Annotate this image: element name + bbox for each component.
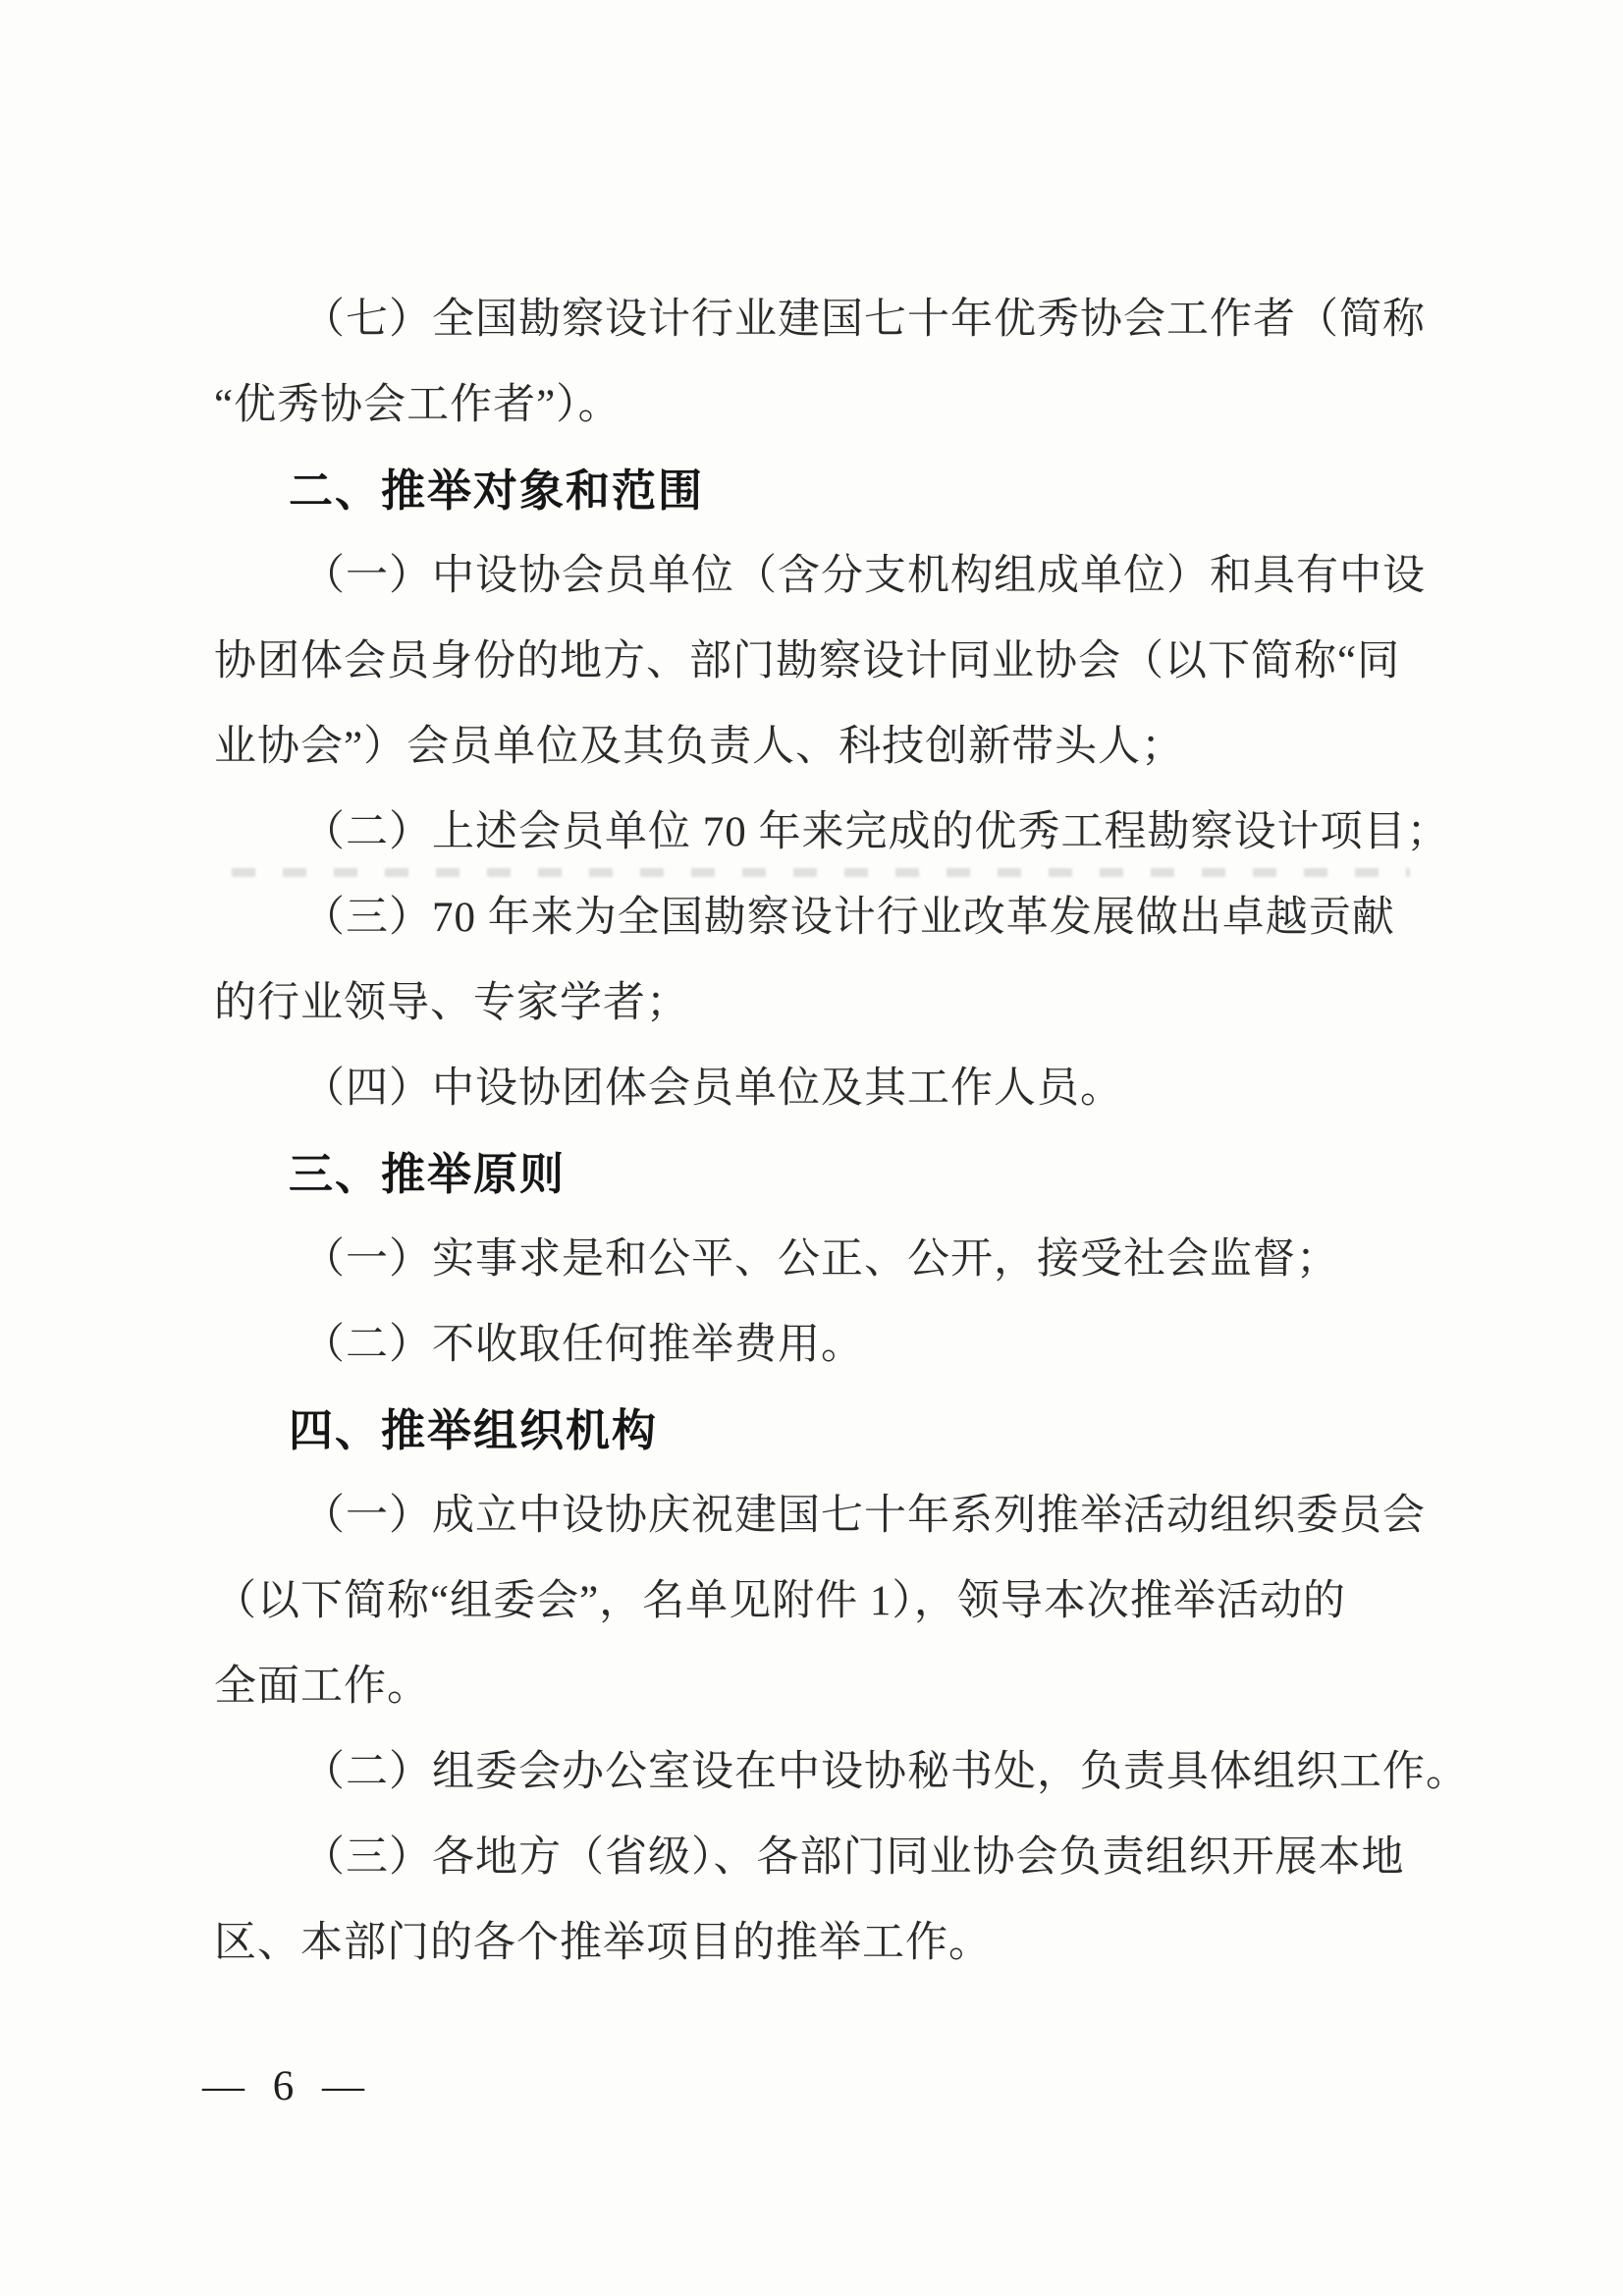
paragraph-line-scope-1-cont: 协团体会员身份的地方、部门勘察设计同业协会（以下简称“同 xyxy=(214,638,1401,684)
paragraph-line-scope-3: （三）70 年来为全国勘察设计行业改革发展做出卓越贡献 xyxy=(302,895,1395,941)
paragraph-line-org-1-cont2: 全面工作。 xyxy=(214,1664,430,1710)
paragraph-line-org-3-cont: 区、本部门的各个推举项目的推举工作。 xyxy=(214,1920,992,1966)
paragraph-line-scope-3-cont: 的行业领导、专家学者； xyxy=(214,980,689,1026)
document-body xyxy=(214,277,1469,1986)
paragraph-line-principle-1: （一）实事求是和公平、公正、公开，接受社会监督； xyxy=(302,1236,1339,1283)
paragraph-line-principle-2: （二）不收取任何推举费用。 xyxy=(302,1322,864,1368)
paragraph-line-org-1-cont: （以下简称“组委会”，名单见附件 1），领导本次推举活动的 xyxy=(214,1578,1346,1624)
page-number: — 6 — xyxy=(202,2063,373,2109)
paragraph-line-scope-1-cont2: 业协会”）会员单位及其负责人、科技创新带头人； xyxy=(214,724,1185,770)
paragraph-line-scope-2: （二）上述会员单位 70 年来完成的优秀工程勘察设计项目； xyxy=(302,809,1450,855)
paragraph-line-scope-4: （四）中设协团体会员单位及其工作人员。 xyxy=(302,1066,1123,1112)
paragraph-line-org-1: （一）成立中设协庆祝建国七十年系列推举活动组织委员会 xyxy=(302,1493,1426,1539)
paragraph-line-7-item: （七）全国勘察设计行业建国七十年优秀协会工作者（简称 xyxy=(302,297,1426,343)
paragraph-line-7-item-cont: “优秀协会工作者”）。 xyxy=(214,382,622,428)
paragraph-line-org-3: （三）各地方（省级）、各部门同业协会负责组织开展本地 xyxy=(302,1834,1405,1881)
paragraph-line-scope-1: （一）中设协会员单位（含分支机构组成单位）和具有中设 xyxy=(302,553,1426,599)
paragraph-line-org-2: （二）组委会办公室设在中设协秘书处，负责具体组织工作。 xyxy=(302,1749,1469,1795)
section-heading-4: 四、推举组织机构 xyxy=(289,1405,659,1455)
section-heading-2: 二、推举对象和范围 xyxy=(289,465,705,516)
section-heading-3: 三、推举原则 xyxy=(289,1149,567,1199)
